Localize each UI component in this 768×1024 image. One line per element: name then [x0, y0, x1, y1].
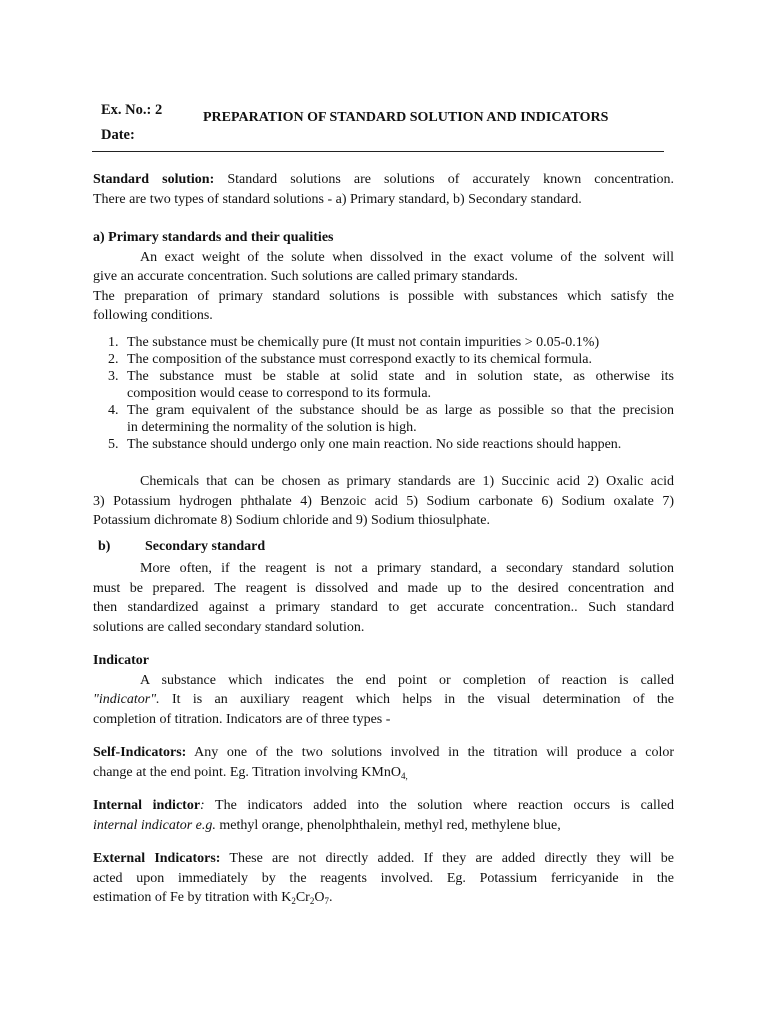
secondary-line-2: must be prepared. The reagent is dissolved and made up to the desired concentration and [93, 580, 674, 596]
list-item-text: The composition of the substance must correspond exactly to its chemical formula. [127, 352, 592, 368]
external-indicators-line-2: acted upon immediately by the reagents involved. Eg. Potassium ferricyanide in the [93, 870, 674, 886]
standard-solution-text: Standard solutions are solutions of accurately known concentration. [214, 172, 674, 187]
internal-indicator-text: The indicators added into the solution where reaction occurs is called [204, 798, 674, 813]
list-item-number: 3. [108, 369, 119, 385]
external-indicators-section [93, 849, 674, 908]
date-label: Date: [101, 127, 135, 143]
internal-indicator-line-2 [93, 816, 674, 836]
formula-subscript: 7 [324, 896, 329, 906]
self-indicators-section [93, 743, 674, 782]
formula-part: Cr [295, 890, 310, 905]
chemicals-line-1: Chemicals that can be chosen as primary standards are 1) Succinic acid 2) Oxalic acid [140, 474, 674, 489]
list-item-text: The substance must be stable at solid state and in solution state, as otherwise its [127, 369, 674, 385]
conditions-list-wrapper [108, 335, 674, 455]
chemicals-line-3: Potassium dichromate 8) Sodium chloride and 9) Sodium thiosulphate. [93, 513, 491, 528]
internal-indicator-italic: internal indicator e.g. [93, 817, 216, 833]
indicator-line-3: completion of titration. Indicators are of three types - [93, 711, 391, 727]
self-indicators-text: Any one of the two solutions involved in the titration will produce a color [186, 745, 674, 760]
indicator-section [93, 651, 674, 729]
primary-para-2-line-2: following conditions. [93, 308, 213, 323]
header-divider [92, 151, 664, 152]
internal-indicator-colon: : [200, 798, 205, 813]
list-item-text-continued: in determining the normality of the solution is high. [127, 420, 417, 436]
self-indicators-term: Self-Indicators: [93, 745, 187, 760]
secondary-paragraph [93, 559, 674, 637]
indicator-line-1: A substance which indicates the end point or completion of reaction is called [140, 672, 674, 688]
page-title: PREPARATION OF STANDARD SOLUTION AND INDICATORS [203, 110, 609, 125]
list-item-text: The gram equivalent of the substance should be as large as possible so that the precision [127, 403, 674, 419]
standard-solution-section [93, 170, 674, 209]
indicator-heading: Indicator [93, 653, 149, 668]
external-indicators-text: These are not directly added. If they are added directly they will be [220, 851, 674, 866]
self-indicators-text-2: change at the end point. Eg. Titration involving KMnO [93, 764, 401, 780]
formula-subscript: 2 [309, 896, 315, 906]
external-indicators-line-1 [93, 849, 674, 869]
indicator-term: "indicator". [93, 692, 160, 707]
list-item [108, 403, 674, 437]
secondary-label: b) [98, 539, 111, 554]
chemicals-paragraph [93, 472, 674, 531]
list-item-number: 1. [108, 335, 119, 350]
primary-para-1-line-1: An exact weight of the solute when dissolved in the exact volume of the solvent will [140, 249, 674, 265]
list-item [108, 369, 674, 403]
formula-part: O [314, 890, 325, 905]
primary-standards-section [93, 228, 674, 326]
internal-indicator-section [93, 796, 674, 835]
primary-para-2-line-1: The preparation of primary standard solutions is possible with substances which satisfy the [93, 288, 674, 304]
primary-para-1-line-2: give an accurate concentration. Such solutions are called primary standards. [93, 269, 518, 284]
standard-solution-term: Standard solution: [93, 172, 215, 187]
internal-indicator-examples: methyl orange, phenolphthalein, methyl red, methylene blue, [215, 817, 561, 833]
list-item-text: The substance should undergo only one main reaction. No side reactions should happen. [127, 437, 622, 453]
internal-indicator-line-1 [93, 796, 674, 816]
external-text-pre: estimation of Fe by titration with K [93, 890, 292, 905]
list-item-number: 5. [108, 437, 119, 453]
list-item-text-continued: composition would cease to correspond to its formula. [127, 386, 432, 402]
conditions-list [108, 335, 674, 454]
self-indicators-line-2 [93, 763, 674, 783]
internal-indicator-term: Internal indictor [93, 798, 201, 813]
secondary-line-4: solutions are called secondary standard solution. [93, 619, 365, 635]
list-item [108, 437, 674, 454]
external-indicators-line-3 [93, 888, 674, 908]
exercise-number: Ex. No.: 2 [101, 102, 163, 118]
list-item-number: 4. [108, 403, 119, 419]
standard-solution-line-1 [93, 170, 674, 190]
formula-end: . [328, 890, 333, 905]
external-indicators-term: External Indicators: [93, 851, 221, 866]
formula-subscript: 2 [291, 896, 296, 906]
list-item [108, 335, 674, 352]
secondary-line-3: then standardized against a primary standard to get accurate concentration.. Such standard [93, 600, 674, 615]
chemicals-line-2: 3) Potassium hydrogen phthalate 4) Benzoic acid 5) Sodium carbonate 6) Sodium oxalate 7) [93, 493, 674, 509]
self-indicators-line-1 [93, 743, 674, 763]
standard-solution-line-2: There are two types of standard solutions - a) Primary standard, b) Secondary standard. [93, 191, 582, 207]
indicator-line-2-text: It is an auxiliary reagent which helps in the visual determination of the [159, 692, 674, 707]
kmno4-subscript: 4, [400, 770, 408, 781]
secondary-heading: Secondary standard [145, 539, 266, 554]
secondary-line-1: More often, if the reagent is not a primary standard, a secondary standard solution [140, 561, 674, 576]
list-item-number: 2. [108, 352, 119, 368]
indicator-line-2 [93, 690, 674, 710]
primary-standards-heading: a) Primary standards and their qualities [93, 230, 334, 245]
list-item-text: The substance must be chemically pure (It must not contain impurities > 0.05-0.1%) [127, 335, 600, 350]
list-item [108, 352, 674, 369]
